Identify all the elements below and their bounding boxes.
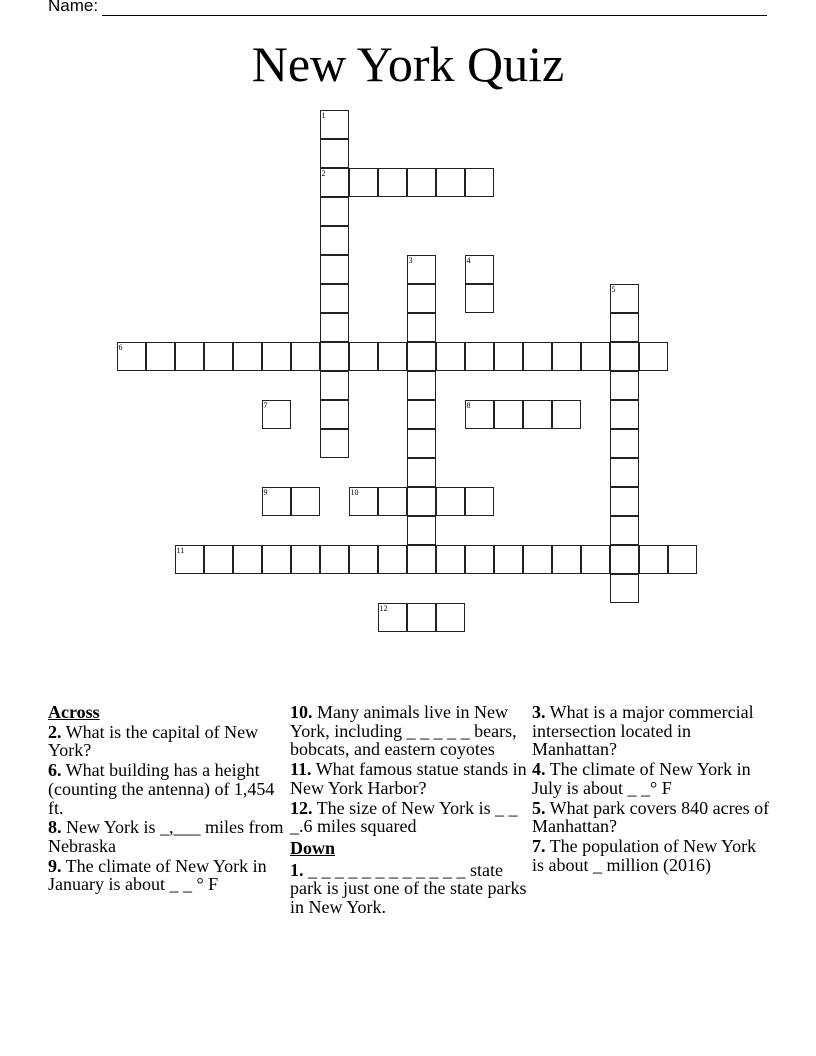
crossword-cell[interactable] — [146, 342, 175, 371]
clue-number-12: 12 — [379, 603, 388, 613]
crossword-cell[interactable] — [610, 313, 639, 342]
name-label: Name: — [48, 0, 99, 15]
down-clue-4: 4. The climate of New York in July is about _ _° F — [532, 759, 751, 798]
crossword-cell[interactable] — [494, 342, 523, 371]
crossword-cell[interactable] — [320, 168, 349, 197]
clues-column-3 — [532, 703, 770, 875]
clue-number-7: 7 — [263, 400, 268, 410]
page-title: New York Quiz — [251, 36, 565, 92]
crossword-cell[interactable] — [523, 400, 552, 429]
crossword-cell[interactable] — [494, 400, 523, 429]
crossword-cell[interactable] — [407, 400, 436, 429]
crossword-cell[interactable] — [465, 487, 494, 516]
crossword-cell[interactable] — [233, 545, 262, 574]
crossword-cell[interactable] — [378, 545, 407, 574]
crossword-cell[interactable] — [378, 487, 407, 516]
clue-number-1: 1 — [321, 110, 326, 120]
crossword-cell[interactable] — [610, 429, 639, 458]
crossword-cell[interactable] — [175, 545, 204, 574]
clue-number-10: 10 — [350, 487, 359, 497]
crossword-cell[interactable] — [639, 545, 668, 574]
crossword-cell[interactable] — [204, 545, 233, 574]
down-clue-3: 3. What is a major commercial intersection located in Manhattan? — [532, 702, 754, 760]
crossword-cell[interactable] — [320, 313, 349, 342]
clues-column-1 — [48, 703, 286, 895]
clue-number-4: 4 — [466, 255, 471, 265]
crossword-cell[interactable] — [436, 342, 465, 371]
crossword-cell[interactable] — [378, 168, 407, 197]
crossword-cell[interactable] — [117, 342, 146, 371]
down-clue-7: 7. The population of New York is about _ million (2016) — [532, 835, 757, 875]
crossword-cell[interactable] — [523, 342, 552, 371]
crossword-cell[interactable] — [407, 516, 436, 545]
crossword-cell[interactable] — [320, 226, 349, 255]
crossword-cell[interactable] — [407, 458, 436, 487]
crossword-cell[interactable] — [523, 545, 552, 574]
crossword-cell[interactable] — [407, 255, 436, 284]
crossword-cell[interactable] — [349, 487, 378, 516]
clue-number-3: 3 — [408, 255, 413, 265]
down-clue-1: 1. _ _ _ _ _ _ _ _ _ _ _ _ state park is just one of the state parks in New York. — [290, 859, 527, 918]
crossword-cell[interactable] — [581, 545, 610, 574]
crossword-cell[interactable] — [407, 371, 436, 400]
crossword-cell[interactable] — [291, 487, 320, 516]
crossword-cell[interactable] — [610, 574, 639, 603]
crossword-cell[interactable] — [610, 458, 639, 487]
crossword-cell[interactable] — [320, 371, 349, 400]
crossword-cell[interactable] — [610, 342, 639, 371]
crossword-cell[interactable] — [610, 545, 639, 574]
across-clue-11: 11. What famous statue stands in New York Harbor? — [290, 759, 527, 798]
across-clue-6: 6. What building has a height (counting the antenna) of 1,454 ft. — [48, 760, 275, 818]
across-heading: Across — [48, 702, 100, 722]
crossword-cell[interactable] — [552, 342, 581, 371]
crossword-cell[interactable] — [262, 400, 291, 429]
crossword-cell[interactable] — [262, 545, 291, 574]
across-clue-10: 10. Many animals live in New York, including _ _ _ _ _ bears, bobcats, and eastern coyotes — [290, 702, 517, 760]
crossword-cell[interactable] — [349, 545, 378, 574]
crossword-cell[interactable] — [320, 400, 349, 429]
crossword-cell[interactable] — [407, 429, 436, 458]
crossword-cell[interactable] — [349, 342, 378, 371]
across-clue-8: 8. New York is _,___ miles from Nebraska — [48, 817, 284, 856]
down-heading: Down — [290, 837, 336, 858]
crossword-cell[interactable] — [407, 487, 436, 516]
crossword-cell[interactable] — [581, 342, 610, 371]
crossword-cell[interactable] — [320, 429, 349, 458]
crossword-cell[interactable] — [668, 545, 697, 574]
crossword-cell[interactable] — [552, 545, 581, 574]
crossword-cell[interactable] — [436, 168, 465, 197]
crossword-cell[interactable] — [407, 545, 436, 574]
crossword-cell[interactable] — [436, 545, 465, 574]
crossword-cell[interactable] — [465, 168, 494, 197]
crossword-cell[interactable] — [262, 487, 291, 516]
crossword-cell[interactable] — [465, 284, 494, 313]
crossword-cell[interactable] — [407, 603, 436, 632]
crossword-cell[interactable] — [320, 284, 349, 313]
crossword-cell[interactable] — [320, 545, 349, 574]
crossword-cell[interactable] — [320, 197, 349, 226]
crossword-cell[interactable] — [610, 371, 639, 400]
crossword-cell[interactable] — [407, 168, 436, 197]
across-clue-12: 12. The size of New York is _ _ _.6 miles squared — [290, 797, 518, 837]
crossword-cell[interactable] — [465, 400, 494, 429]
crossword-cell[interactable] — [552, 400, 581, 429]
crossword-cell[interactable] — [465, 342, 494, 371]
crossword-cell[interactable] — [320, 342, 349, 371]
crossword-cell[interactable] — [204, 342, 233, 371]
crossword-cell[interactable] — [610, 284, 639, 313]
crossword-cell[interactable] — [610, 516, 639, 545]
across-clue-9: 9. The climate of New York in January is about _ _ ° F — [48, 855, 267, 895]
crossword-cell[interactable] — [465, 545, 494, 574]
clue-number-8: 8 — [466, 400, 471, 410]
clue-number-6: 6 — [118, 342, 123, 352]
crossword-cell[interactable] — [407, 313, 436, 342]
name-field[interactable] — [48, 0, 767, 16]
crossword-cell[interactable] — [320, 255, 349, 284]
crossword-cell[interactable] — [349, 168, 378, 197]
crossword-cell[interactable] — [610, 400, 639, 429]
crossword-cell[interactable] — [320, 110, 349, 139]
across-clue-2: 2. What is the capital of New York? — [48, 721, 259, 761]
crossword-cell[interactable] — [436, 487, 465, 516]
crossword-cell[interactable] — [436, 603, 465, 632]
crossword-cell[interactable] — [320, 139, 349, 168]
clue-number-2: 2 — [321, 168, 326, 178]
crossword-cell[interactable] — [465, 255, 494, 284]
crossword-cell[interactable] — [407, 284, 436, 313]
crossword-cell[interactable] — [262, 342, 291, 371]
crossword-cell[interactable] — [291, 342, 320, 371]
crossword-cell[interactable] — [175, 342, 204, 371]
down-clue-5: 5. What park covers 840 acres of Manhattan? — [532, 797, 770, 837]
clue-number-9: 9 — [263, 487, 268, 497]
crossword-cell[interactable] — [494, 545, 523, 574]
clues-column-2 — [290, 703, 528, 918]
crossword-cell[interactable] — [639, 342, 668, 371]
crossword-cell[interactable] — [233, 342, 262, 371]
name-blank-line[interactable] — [102, 1, 767, 16]
crossword-cell[interactable] — [610, 487, 639, 516]
crossword-cell[interactable] — [378, 342, 407, 371]
crossword-grid — [117, 110, 717, 650]
crossword-cell[interactable] — [407, 342, 436, 371]
clue-number-5: 5 — [611, 284, 616, 294]
clue-number-11: 11 — [176, 545, 185, 555]
crossword-cell[interactable] — [378, 603, 407, 632]
crossword-cell[interactable] — [291, 545, 320, 574]
